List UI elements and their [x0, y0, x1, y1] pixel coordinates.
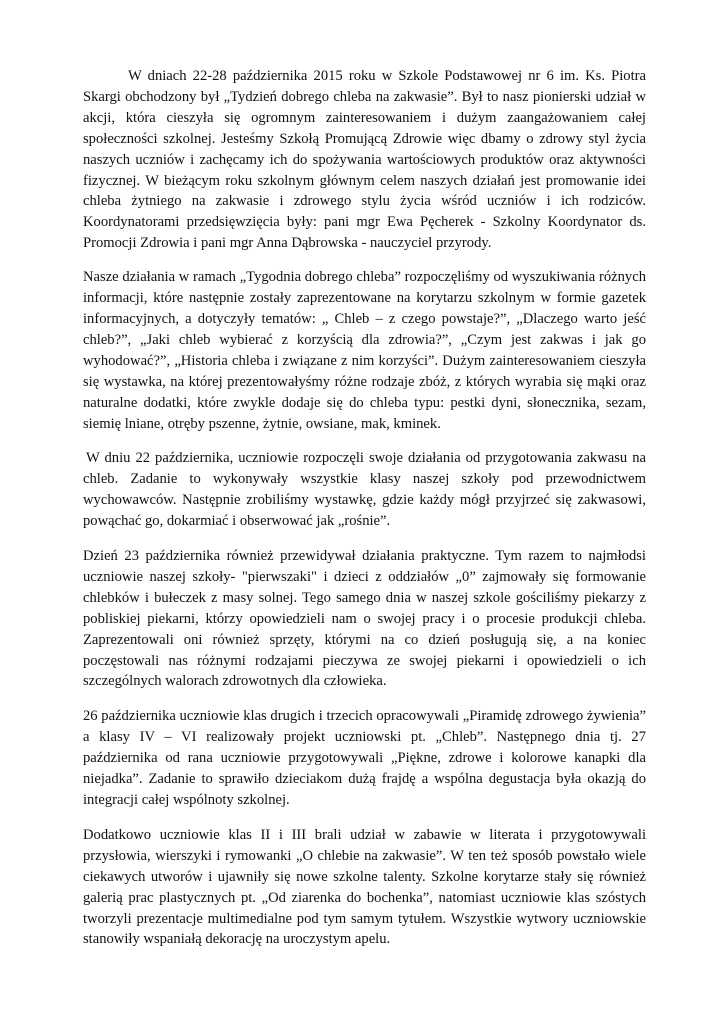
paragraph-bread-week-activities: Nasze działania w ramach „Tygodnia dobrego chleba” rozpoczęliśmy od wyszukiwania różnych informacji, które następnie zostały zaprezentowane na korytarzu szkolnym w formie gazetek informacyjnych, a dotyczyły tematów: „ Chleb – z czego powstaje?”, „Dlaczego warto jeść chleb?”, „Jaki chleb wybierać z korzyścią dla zdrowia?”, „Czym jest zakwas i jak go wyhodować?”, „Historia chleba i związane z nim korzyści”. Dużym zainteresowaniem cieszyła się wystawka, na której prezentowałyśmy różne rodzaje zbóż, z których wyrabia się mąki oraz naturalne dodatki, które zwykle dodaje się do chleba typu: pestki dyni, słonecznika, sezam, siemię lniane, otręby pszenne, żytnie, owsiane, mak, kminek.	[83, 269, 646, 432]
paragraph-additional-activities: Dodatkowo uczniowie klas II i III brali udział w zabawie w literata i przygotowywali przysłowia, wierszyki i rymowanki „O chlebie na zakwasie”. W ten też sposób powstało wiele ciekawych utworów i ujawniły się nowe szkolne talenty. Szkolne korytarze stały się również galerią prac plastycznych pt. „Od ziarenka do bochenka”, natomiast uczniowie klas szóstych tworzyli prezentacje multimedialne pod tym samym tytułem. Wszystkie wytwory uczniowskie stanowiły wspaniałą dekorację na uroczystym apelu.	[83, 826, 646, 948]
paragraph-intro: W dniach 22-28 października 2015 roku w Szkole Podstawowej nr 6 im. Ks. Piotra Skargi obchodzony był „Tydzień dobrego chleba na zakwasie”. Był to nasz pionierski udział w akcji, która cieszyła się ogromnym zainteresowaniem i dużym zaangażowaniem całej społeczności szkolnej. Jesteśmy Szkołą Promującą Zdrowie więc dbamy o zdrowy styl życia naszych uczniów i zachęcamy ich do spożywania wartościowych produktów oraz aktywności fizycznej. W bieżącym roku szkolnym głównym celem naszych działań jest promowanie idei chleba żytniego na zakwasie i zdrowego stylu życia wśród uczniów i ich rodziców. Koordynatorami przedsięwzięcia były: pani mgr Ewa Pęcherek - Szkolny Koordynator ds. Promocji Zdrowia i pani mgr Anna Dąbrowska - nauczyciel przyrody.	[83, 68, 646, 252]
paragraph-october-22: W dniu 22 października, uczniowie rozpoczęli swoje działania od przygotowania zakwasu na chleb. Zadanie to wykonywały wszystkie klasy naszej szkoły pod przewodnictwem wychowawców. Następnie zrobiliśmy wystawkę, gdzie każdy mógł przyjrzeć się zakwasowi, powąchać go, dokarmiać i obserwować jak „rośnie”.	[83, 450, 646, 530]
paragraph-october-26-27: 26 października uczniowie klas drugich i trzecich opracowywali „Piramidę zdrowego żywienia” a klasy IV – VI realizowały projekt uczniowski pt. „Chleb”. Następnego dnia tj. 27 października od rana uczniowie przygotowywali „Piękne, zdrowe i kolorowe kanapki dla niejadka”. Zadanie to sprawiło dzieciakom dużą frajdę a wspólna degustacja była okazją do integracji całej wspólnoty szkolnej.	[83, 708, 646, 808]
paragraph-october-23: Dzień 23 października również przewidywał działania praktyczne. Tym razem to najmłodsi uczniowie naszej szkoły- "pierwszaki" i dzieci z oddziałów „0” zajmowały się formowanie chlebków i bułeczek z masy solnej. Tego samego dnia w naszej szkole gościliśmy piekarzy z pobliskiej piekarni, którzy opowiedzieli nam o swojej pracy i o procesie produkcji chleba. Zaprezentowali oni również sprzęty, którymi na co dzień posługują się, a na koniec poczęstowali nas różnymi rodzajami pieczywa ze swojej piekarni i opowiedzieli o ich szczególnych walorach zdrowotnych dla człowieka.	[83, 548, 646, 690]
document-page	[83, 66, 646, 964]
